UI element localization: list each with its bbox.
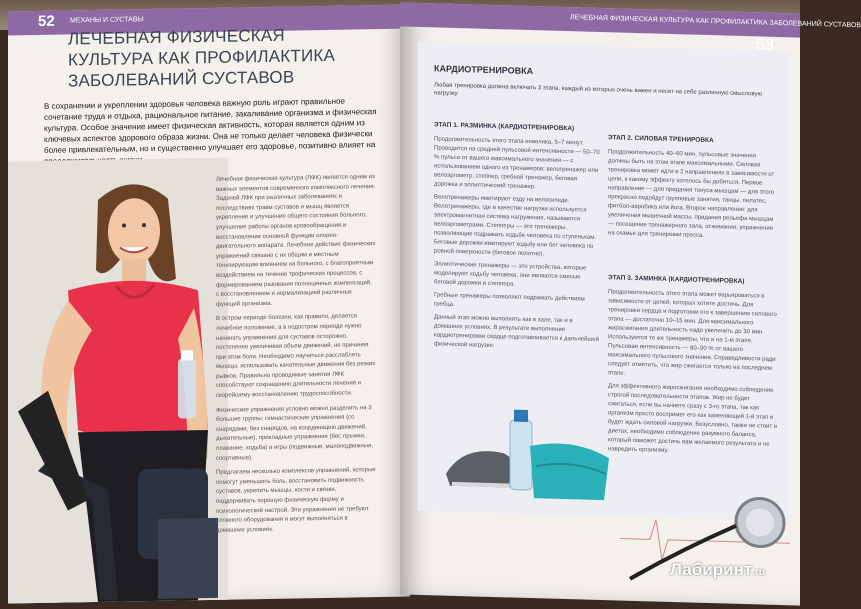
stage-3-paragraph: Продолжительность этого этапа может варьироваться в зависимости от целей, которых хотите достичь. Для тренировки сердца и подготовки его к завершению силового этапа — достаточно 10–15 мин. Для максимального жиросжигания длительность надо увеличить до 30 мин. Используются те же тренажеры, что и на 1-м этапе. Пульсовая интенсивность — 80–90 % от вашего максимального пульсового значения. Справедливости ради следует отметить, что жир сжигается только на последнем этапе. xyxy=(608,289,777,377)
article-column xyxy=(216,173,376,541)
sports-gear-photo xyxy=(444,404,614,504)
left-page-number: 52 xyxy=(38,12,55,30)
left-section-label: МЕХАНЫ И СУСТАВЫ xyxy=(70,16,144,25)
column-paragraph-2: В остром периоде болезни, как правило, делается лечебное положение, а в подостром периоде нужно начинать упражнения для суставов осторожно, постепенно увеличивая объем движений, не причиняя при этом боли. Необходимо научиться расслаблять мышцы, использовать качательные движения без резких рывков. Правильно проводимые занятия ЛФК способствуют сокращению длительности лечения и скорейшему восстановлению трудоспособности. xyxy=(216,313,376,399)
stage-1-column xyxy=(434,135,600,358)
stage-1-paragraph: Эллиптические тренажеры — это устройства, которые моделируют ходьбу человека, они являются смесью беговой дорожки и степпера. xyxy=(434,261,587,288)
cardio-box-title: КАРДИОТРЕНИРОВКА xyxy=(434,63,534,77)
stage-1-title: ЭТАП 1. РАЗМИНКА (КАРДИОТРЕНИРОВКА) xyxy=(434,121,575,133)
stage-3-paragraph: Для эффективного жиросжигания необходимо соблюдение строгой последовательности этапов. Жир не будет сжигаться, если вы начнете сразу с 3-го этапа, так как организм просто воспримет его как заменяющий 1-й этап и будет ждать силовой нагрузки. Безусловно, также не стоит в диетах, необходимо соблюдение разумного баланса, который поможет достичь вам желаемого результата и не навредить организму. xyxy=(608,383,778,454)
column-paragraph-1: Лечебная физическая культура (ЛФК) является одним из важных элементов современного комплексного лечения. Задачей ЛФК при различных заболеваниях и последствиях травм суставов и мышц является укрепление и улучшение общего состояния больного, улучшение работы органов кровообращения и восстановление основной функции опорно-двигательного аппарата. Лечебное действие физических упражнений связано с их общим и местным тонизирующим влиянием на больного, с благоприятным воздействием на течение трофических процессов, с формированием разования полноценных компенсаций, с восстановлением и нормализацией различных функций организма. xyxy=(216,174,376,308)
stage-1-paragraph: Велотренажеры имитируют езду на велосипеде. Велотренажеры, где в качестве нагрузки используется электромагнитная система нагружения, называются велоэргометрами. Степперы — это тренажеры, позволяющие подражать ходьбе человека по ступенькам. Беговые дорожки имитируют ходьбу или бег человека по ровной поверхности (беговое полотно). xyxy=(434,194,597,258)
page-title: ЛЕЧЕБНАЯ ФИЗИЧЕСКАЯ КУЛЬТУРА КАК ПРОФИЛАКТИКА ЗАБОЛЕВАНИЙ СУСТАВОВ xyxy=(68,25,336,91)
watermark-suffix: .ru xyxy=(752,567,765,578)
left-page xyxy=(8,4,410,603)
intro-paragraph: В сохранении и укреплении здоровья человека важную роль играют правильное сочетание труда и отдыха, рациональное питание, закаливание организма и физическая культура. Особое значение имеет физическая активность, которая является одним из ключевых аспектов здорового образа жизни. Она не только делает человека физически более привлекательным, но и существенно улучшает его здоровье, позитивно влияет на xyxy=(44,96,377,155)
stage-1-paragraph: Данный этап можно выполнять как в зале, так и в домашних условиях. В результате выполнения кардиотренировки сердце подготавливается к дальнейшей физической нагрузке. xyxy=(434,314,599,350)
stage-1-paragraph: Продолжительность этого этапа невелика, 5–7 минут. Проводится на средней пульсовой интенсивности — 50–70 % пульса от вашего максимального значения — с использованием одного из тренажеров: велотренажер или велоэргометр, степпер, гребной тренажер, беговая дорожка и эллиптический тренажер. xyxy=(434,136,600,191)
stage-3-title: ЭТАП 3. ЗАМИНКА (КАРДИОТРЕНИРОВКА) xyxy=(608,274,745,286)
column-paragraph-3: Физические упражнения условно можно разделить на 3 большие группы: гимнастические упражнения (со снарядами, без снарядов, на координацию движений, дыхательные), прикладные упражнения (бег, прыжки, плавание, ходьба) и игры (подвижные, малоподвижные, спортивные). xyxy=(216,404,374,462)
watermark-brand: Лабиринт xyxy=(670,560,753,579)
stage-2-paragraph: Продолжительность 40–60 мин, пульсовые значения должны быть на этом этапе максимальными. Силовая тренировка может идти в 2 направлениях в зависимости от цели, к какому эффекту хотелось бы добиться. Первое направление — для придания тонуса мышцам — для этого прекрасно подойдут групповые занятия, танцы, пилатес, фитбол-аэробика или йога. Второе направление: для увеличения мышечной массы, придания рельефа мышцам — посещение тренажерного зала, отжимания, упражнения на скамье для тренировки пресса. xyxy=(608,149,775,239)
cardio-box-intro: Любая тренировка должна включать 3 этапа, каждый из которых очень важен и несет на себе различную смысловую нагрузку. xyxy=(434,82,763,98)
labirint-watermark xyxy=(670,560,765,580)
right-page-number: 53 xyxy=(756,36,774,54)
column-paragraph-4: Предлагаем несколько комплексов упражнений, которые помогут уменьшить боль, восстановить подвижность суставов, укрепить мышцы, кости и связки, поддерживать хорошую физическую форму и психологический настрой. Эти упражнения не требуют сложного оборудования и могут выполняться в домашних условиях. xyxy=(216,467,376,534)
stage-2-column xyxy=(608,148,778,247)
stage-3-column xyxy=(608,288,778,463)
stage-2-title: ЭТАП 2. СИЛОВАЯ ТРЕНИРОВКА xyxy=(608,134,714,145)
stage-1-paragraph: Гребные тренажеры позволяют подражать действиям гребца. xyxy=(434,292,585,308)
right-page xyxy=(400,2,861,605)
woman-exercise-photo xyxy=(8,158,228,604)
right-section-label: ЛЕЧЕБНАЯ ФИЗИЧЕСКАЯ КУЛЬТУРА КАК ПРОФИЛАКТИКА ЗАБОЛЕВАНИЙ СУСТАВОВ xyxy=(570,14,861,30)
